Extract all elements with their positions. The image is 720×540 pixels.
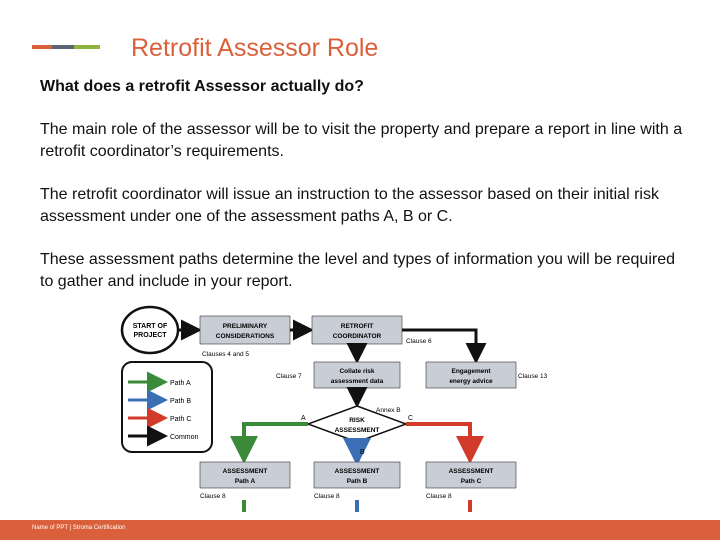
footer-text: Name of PPT | Stroma Certification	[32, 525, 126, 531]
coordinator-label-line1: RETROFIT	[340, 323, 374, 330]
arrow-path-a	[244, 424, 308, 456]
clauses-4-5-label: Clauses 4 and 5	[202, 351, 249, 358]
footer-bar	[0, 520, 720, 540]
risk-label-line1: RISK	[349, 417, 365, 424]
clause-7-label: Clause 7	[276, 373, 302, 380]
accent-bar-grey	[52, 45, 74, 49]
clause-8-label-c: Clause 8	[426, 493, 452, 500]
start-label-line2: PROJECT	[133, 332, 167, 339]
assessment-c-line2: Path C	[460, 478, 482, 485]
legend-path-b-label: Path B	[170, 398, 192, 405]
risk-label-line2: ASSESSMENT	[334, 427, 380, 434]
assessment-b-line1: ASSESSMENT	[334, 468, 380, 475]
legend-common-label: Common	[170, 434, 199, 441]
assessment-c-line1: ASSESSMENT	[448, 468, 494, 475]
slide-subtitle: What does a retrofit Assessor actually do?	[40, 78, 364, 95]
preliminary-label-line2: CONSIDERATIONS	[215, 333, 275, 340]
path-b-letter: B	[360, 449, 365, 456]
assessment-a-line2: Path A	[234, 478, 256, 485]
clause-13-label: Clause 13	[518, 373, 548, 380]
assessment-flow-diagram	[104, 300, 616, 512]
engagement-label-line2: energy advice	[449, 378, 493, 385]
clause-8-label-b: Clause 8	[314, 493, 340, 500]
clause-8-label-a: Clause 8	[200, 493, 226, 500]
path-c-letter: C	[408, 415, 414, 422]
slide-title: Retrofit Assessor Role	[131, 34, 379, 62]
accent-bar-green	[74, 45, 100, 49]
coordinator-label-line2: COORDINATOR	[332, 333, 382, 340]
assessment-a-line1: ASSESSMENT	[222, 468, 268, 475]
annex-b-label: Annex B	[376, 407, 401, 414]
engagement-label-line1: Engagement	[451, 368, 491, 375]
paragraph-role: The main role of the assessor will be to visit the property and prepare a report in line with a retrofit coordinator’s requirements.	[40, 121, 683, 160]
assessment-b-line2: Path B	[346, 478, 368, 485]
path-a-letter: A	[301, 415, 306, 422]
preliminary-label-line1: PRELIMINARY	[222, 323, 268, 330]
legend-path-a-label: Path A	[170, 380, 191, 387]
accent-bar-orange	[32, 45, 52, 49]
start-label-line1: START OF	[132, 323, 168, 330]
collate-label-line2: assessment data	[330, 378, 384, 385]
paragraph-instruction: The retrofit coordinator will issue an instruction to the assessor based on their initial risk assessment under one of the assessment paths A, B or C.	[40, 186, 659, 225]
legend-path-c-label: Path C	[170, 416, 192, 423]
collate-label-line1: Collate risk	[339, 368, 375, 375]
paragraph-paths: These assessment paths determine the level and types of information you will be required to gather and include in your report.	[40, 251, 676, 290]
start-node	[122, 307, 178, 353]
arrow-path-c	[406, 424, 470, 456]
clause-6-label: Clause 6	[406, 338, 432, 345]
legend-box	[122, 362, 212, 452]
